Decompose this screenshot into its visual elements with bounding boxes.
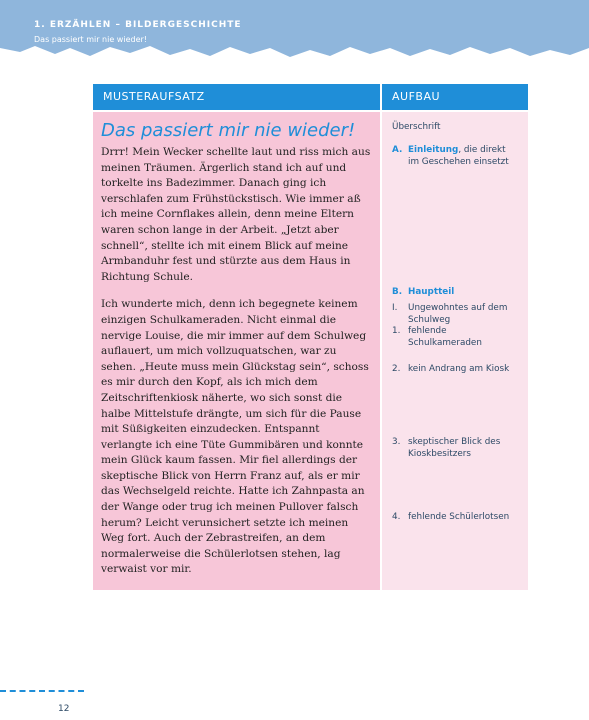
note-hauptteil-label: Hauptteil bbox=[408, 287, 455, 297]
note-2-mark: 2. bbox=[392, 364, 401, 374]
note-1-text: fehlende Schulkameraden bbox=[408, 326, 482, 348]
table-body bbox=[93, 112, 528, 590]
structure-column bbox=[382, 112, 528, 590]
header-musteraufsatz: MUSTERAUFSATZ bbox=[93, 84, 380, 110]
note-einleitung-label: Einleitung bbox=[408, 145, 459, 155]
note-2-text: kein Andrang am Kiosk bbox=[408, 364, 510, 374]
note-I-mark: I. bbox=[392, 303, 398, 313]
essay-table bbox=[93, 84, 528, 590]
note-4-text: fehlende Schülerlotsen bbox=[408, 512, 510, 522]
essay-column bbox=[93, 112, 380, 590]
note-2 bbox=[392, 364, 522, 376]
note-einleitung bbox=[392, 145, 522, 168]
essay-paragraph-1: Drrr! Mein Wecker schellte laut und riss mich aus meinen Träumen. Ärgerlich stand ich auf und torkelte ins Badezimmer. Danach ging ich verschlafen zum Frühstückstisch. Wie immer aß ich meine Cornflakes allein, denn meine Eltern waren schon lange in der Arbeit. „Jetzt aber schnell“, stellte ich mit einem Blick auf meine Armbanduhr fest und stürzte aus dem Haus in Richtung Schule. bbox=[101, 146, 371, 283]
table-header bbox=[93, 84, 528, 110]
note-b-mark: B. bbox=[392, 287, 403, 297]
header-aufbau: AUFBAU bbox=[382, 84, 528, 110]
note-4 bbox=[392, 512, 522, 524]
essay-paragraph-2: Ich wunderte mich, denn ich begegnete keinem einzigen Schulkameraden. Nicht einmal die nervige Louise, die mir immer auf dem Schulweg auflauert, um mich vollzuquatschen, war zu sehen. „Heute muss mein Glückstag sein“, schoss es mir durch den Kopf, als ich mich dem Zeitschriftenkiosk näherte, wo sich sonst die halbe Mittelstufe drängte, um sich für die Pause mit Süßigkeiten einzudecken. Entspannt verlangte ich eine Tüte Gummibären und konnte mein Glück kaum fassen. Mir fiel allerdings der skeptische Blick von Herrn Franz auf, als er mir das Wechselgeld reichte. Hatte ich Zahnpasta an der Wange oder trug ich meinen Pullover falsch herum? Leicht verunsichert setzte ich meinen Weg fort. Auch der Zebrastreifen, an dem normalerweise die Schülerlotsen stehen, lag verwaist vor mir. bbox=[101, 298, 369, 576]
note-1 bbox=[392, 326, 522, 349]
note-3 bbox=[392, 437, 522, 460]
note-3-mark: 3. bbox=[392, 437, 401, 447]
note-I-text: Ungewohntes auf dem Schulweg bbox=[408, 303, 508, 325]
note-hauptteil bbox=[392, 287, 522, 299]
note-ueberschrift bbox=[392, 122, 522, 134]
note-1-mark: 1. bbox=[392, 326, 401, 336]
essay-title: Das passiert mir nie wieder! bbox=[101, 120, 356, 141]
note-4-mark: 4. bbox=[392, 512, 401, 522]
note-a-mark: A. bbox=[392, 145, 403, 155]
note-ueberschrift-text: Überschrift bbox=[392, 122, 441, 132]
chapter-subtitle: Das passiert mir nie wieder! bbox=[34, 35, 147, 44]
note-einleitung-text: , die direkt im Geschehen einsetzt bbox=[408, 145, 509, 167]
footer-dash-line bbox=[0, 690, 84, 694]
page-number: 12 bbox=[58, 704, 70, 714]
header-band bbox=[0, 0, 589, 62]
chapter-title: 1. ERZÄHLEN – BILDERGESCHICHTE bbox=[34, 20, 242, 30]
note-I bbox=[392, 303, 522, 326]
note-3-text: skeptischer Blick des Kioskbesitzers bbox=[408, 437, 501, 459]
